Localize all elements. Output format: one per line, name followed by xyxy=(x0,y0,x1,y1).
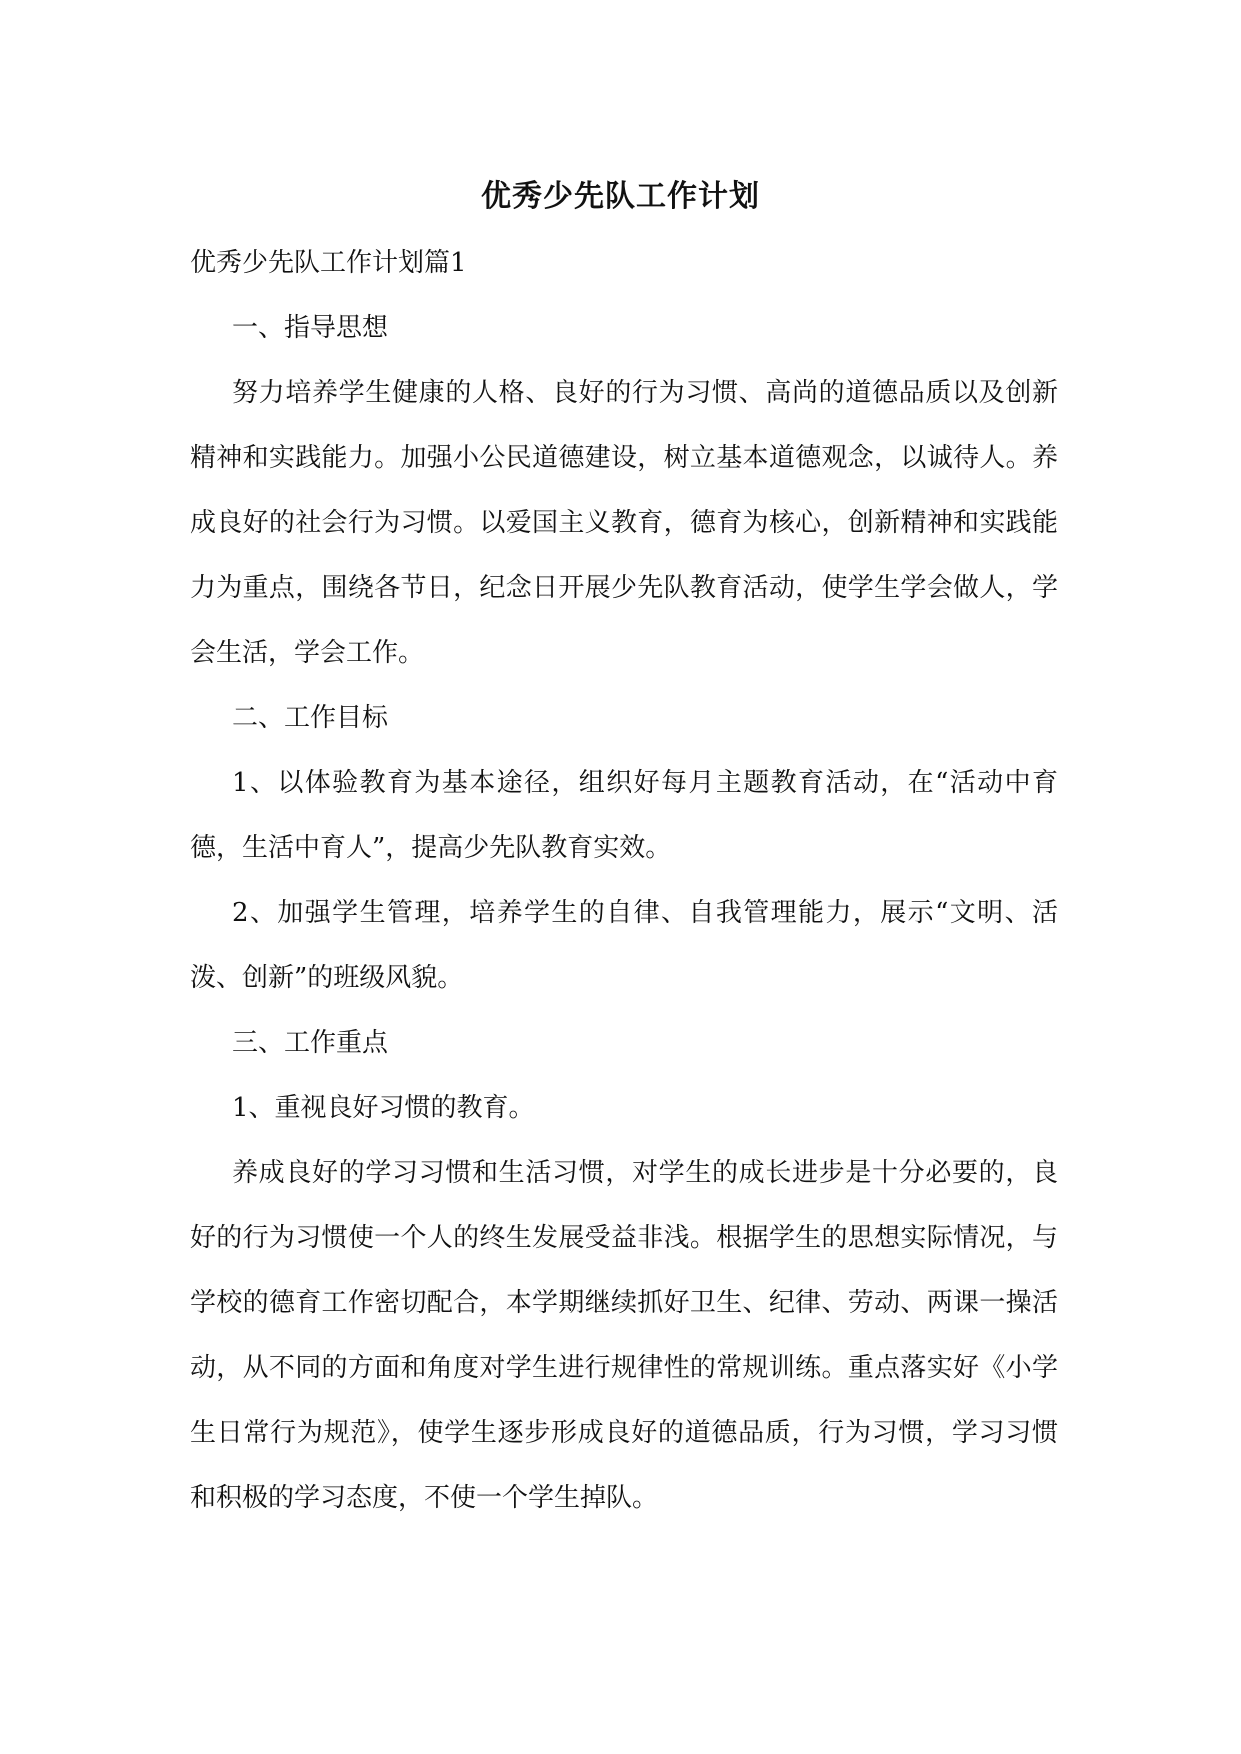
document-title: 优秀少先队工作计划 xyxy=(481,179,760,215)
section-heading-work-focus: 三、工作重点 xyxy=(232,1028,389,1058)
subheading-good-habits: 1、重视良好习惯的教育。 xyxy=(232,1093,535,1123)
section-heading-work-goals: 二、工作目标 xyxy=(232,703,389,733)
paragraph-work-goal-2: 2、加强学生管理，培养学生的自律、自我管理能力，展示“文明、活泼、创新”的班级风貌。 xyxy=(190,898,1058,993)
section-heading-guiding-ideology: 一、指导思想 xyxy=(232,313,389,343)
paragraph-guiding-ideology: 努力培养学生健康的人格、良好的行为习惯、高尚的道德品质以及创新精神和实践能力。加强小公民道德建设，树立基本道德观念，以诚待人。养成良好的社会行为习惯。以爱国主义教育，德育为核心，创新精神和实践能力为重点，围绕各节日，纪念日开展少先队教育活动，使学生学会做人，学会生活，学会工作。 xyxy=(190,378,1058,668)
document-body xyxy=(190,231,1058,1531)
paragraph-work-goal-1: 1、以体验教育为基本途径，组织好每月主题教育活动，在“活动中育德，生活中育人”，提高少先队教育实效。 xyxy=(190,768,1058,863)
section-heading-article-1: 优秀少先队工作计划篇1 xyxy=(190,248,467,278)
paragraph-good-habits: 养成良好的学习习惯和生活习惯，对学生的成长进步是十分必要的，良好的行为习惯使一个人的终生发展受益非浅。根据学生的思想实际情况，与学校的德育工作密切配合，本学期继续抓好卫生、纪律、劳动、两课一操活动，从不同的方面和角度对学生进行规律性的常规训练。重点落实好《小学生日常行为规范》，使学生逐步形成良好的道德品质，行为习惯，学习习惯和积极的学习态度，不使一个学生掉队。 xyxy=(190,1158,1058,1513)
